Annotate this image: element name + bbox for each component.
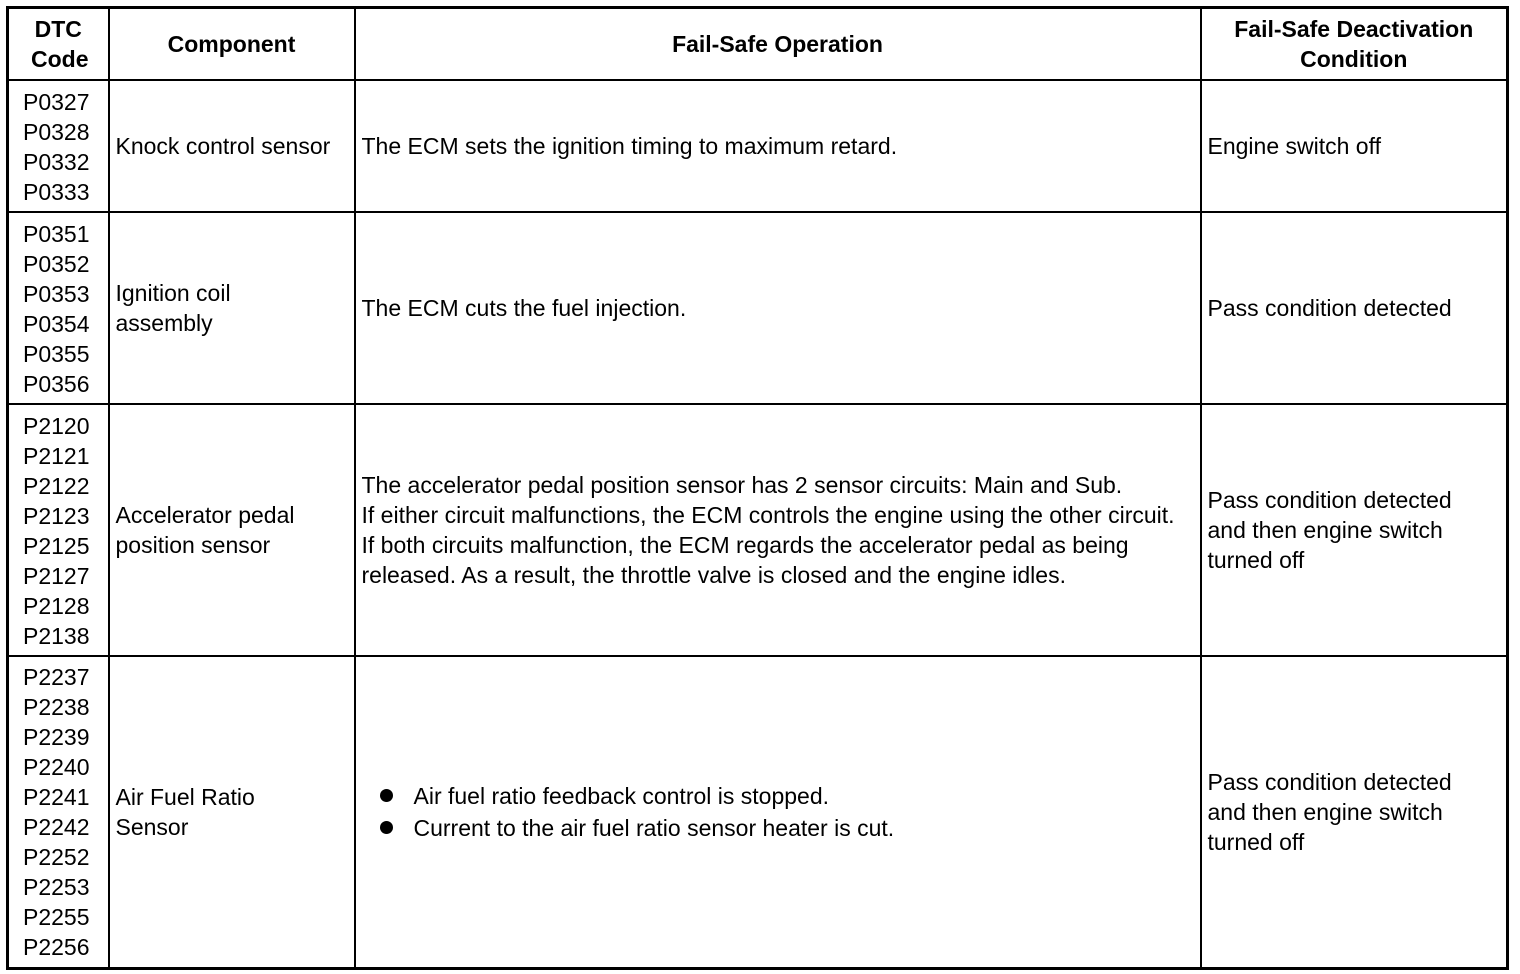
list-item (380, 780, 1194, 812)
bullet-icon (380, 821, 393, 834)
bullet-text: Air fuel ratio feedback control is stopped. (413, 782, 830, 809)
dtc-code: P0356 (23, 370, 90, 397)
dtc-code: P2242 (23, 814, 90, 841)
dtc-code: P2123 (23, 502, 90, 529)
dtc-code: P0332 (23, 148, 90, 175)
dtc-code-cell (8, 80, 109, 212)
header-row (8, 8, 1508, 81)
table-row (8, 404, 1508, 656)
fail-safe-table (6, 6, 1509, 970)
dtc-code-cell (8, 404, 109, 656)
dtc-code: P2238 (23, 694, 90, 721)
condition-cell: Engine switch off (1201, 80, 1508, 212)
dtc-code: P2255 (23, 904, 90, 931)
dtc-code-cell (8, 656, 109, 968)
component-cell: Knock control sensor (109, 80, 355, 212)
operation-text: The ECM sets the ignition timing to maximum retard. (361, 133, 898, 159)
dtc-code: P2120 (23, 412, 90, 439)
header-dtc-code: DTC Code (8, 8, 109, 81)
condition-cell: Pass condition detected and then engine switch turned off (1201, 404, 1508, 656)
condition-cell: Pass condition detected (1201, 212, 1508, 404)
header-fail-safe-operation: Fail-Safe Operation (355, 8, 1201, 81)
operation-text: If either circuit malfunctions, the ECM controls the engine using the other circuit. (361, 502, 1175, 528)
list-item (380, 812, 1194, 844)
dtc-code: P2128 (23, 592, 90, 619)
operation-cell (355, 80, 1201, 212)
operation-bullet-list (362, 780, 1194, 844)
component-cell: Accelerator pedal position sensor (109, 404, 355, 656)
dtc-code: P0351 (23, 220, 90, 247)
table-row (8, 212, 1508, 404)
dtc-code: P2253 (23, 874, 90, 901)
dtc-code-cell (8, 212, 109, 404)
dtc-code: P2121 (23, 442, 90, 469)
condition-cell: Pass condition detected and then engine switch turned off (1201, 656, 1508, 968)
dtc-code: P2138 (23, 622, 90, 649)
operation-cell (355, 404, 1201, 656)
dtc-code: P2240 (23, 754, 90, 781)
dtc-code: P0352 (23, 250, 90, 277)
dtc-code: P0328 (23, 118, 90, 145)
operation-text: The ECM cuts the fuel injection. (361, 295, 687, 321)
header-deactivation-condition: Fail-Safe Deactivation Condition (1201, 8, 1508, 81)
dtc-code: P2252 (23, 844, 90, 871)
dtc-code: P2256 (23, 934, 90, 961)
dtc-code: P2122 (23, 472, 90, 499)
dtc-code: P2127 (23, 562, 90, 589)
dtc-code: P2125 (23, 532, 90, 559)
dtc-code: P0333 (23, 178, 90, 205)
dtc-code: P0354 (23, 310, 90, 337)
table-row (8, 80, 1508, 212)
operation-cell (355, 656, 1201, 968)
table-row (8, 656, 1508, 968)
dtc-code: P0353 (23, 280, 90, 307)
dtc-code: P2241 (23, 784, 90, 811)
component-cell: Ignition coil assembly (109, 212, 355, 404)
operation-text: If both circuits malfunction, the ECM regards the accelerator pedal as being released. As a result, the throttle valve is closed and the engine idles. (361, 532, 1129, 588)
dtc-code: P2237 (23, 664, 90, 691)
component-cell: Air Fuel Ratio Sensor (109, 656, 355, 968)
dtc-code: P2239 (23, 724, 90, 751)
dtc-code: P0327 (23, 88, 90, 115)
operation-text: The accelerator pedal position sensor has 2 sensor circuits: Main and Sub. (361, 472, 1123, 498)
bullet-text: Current to the air fuel ratio sensor heater is cut. (413, 814, 895, 841)
header-component: Component (109, 8, 355, 81)
bullet-icon (380, 789, 393, 802)
dtc-code: P0355 (23, 340, 90, 367)
operation-cell (355, 212, 1201, 404)
